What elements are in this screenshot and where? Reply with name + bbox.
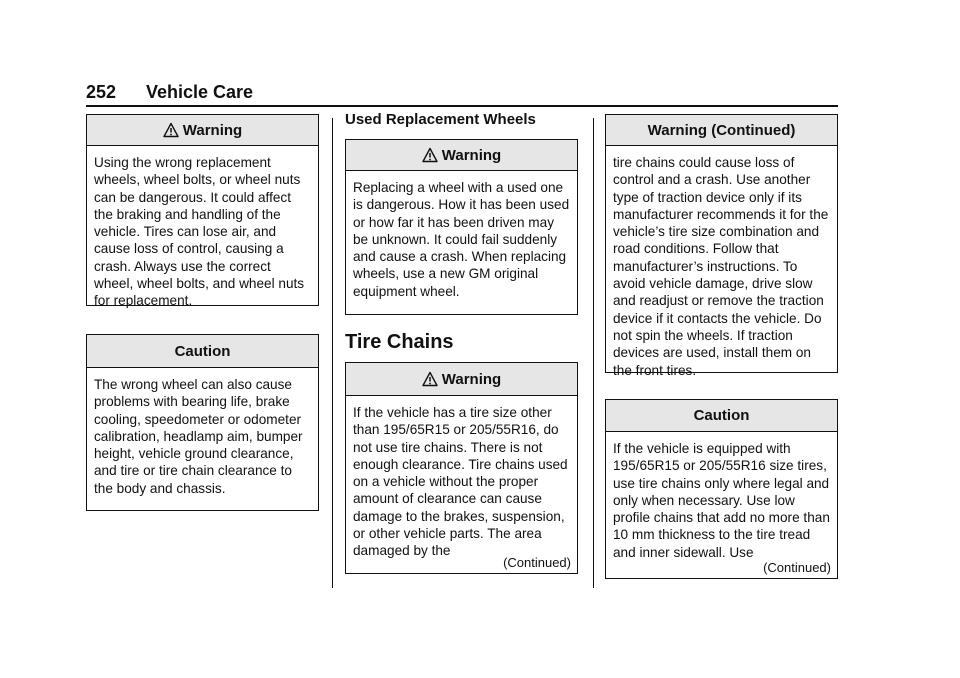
warning-title: Warning [182,121,243,139]
warning-box-used-wheels [345,139,578,315]
warning-title: Warning [441,370,502,388]
caution-box-title: Caution [87,335,318,368]
caution-text: The wrong wheel can also cause problems with bearing life, brake cooling, speedometer or odometer calibration, headlamp aim, bumper height, vehicle ground clearance, and tire or tire chain clearance to the body and chassis. [94,377,303,496]
page-header [86,82,838,106]
continued-label: (Continued) [763,560,831,575]
warning-text: Using the wrong replacement wheels, wheel bolts, or wheel nuts can be dangerous. It could affect the braking and handling of the vehicle. Tires can lose air, and cause loss of control, causing a crash. Always use the correct wheel, wheel bolts, and wheel nuts for replacement. [94,155,305,309]
heading-tire-chains: Tire Chains [345,331,454,353]
page-number: 252 [86,82,117,102]
section-title: Vehicle Care [146,82,254,102]
warning-continued-title: Warning (Continued) [606,115,837,146]
warning-icon [422,147,438,163]
warning-box-title [346,140,577,171]
warning-continued-text: tire chains could cause loss of control and a crash. Use another type of traction device only if its manufacturer recommends it for the vehicle’s tire size combination and road conditions. Follow that manufacturer’s instructions. To avoid vehicle damage, drive slow and readjust or remove the traction device if it contacts the vehicle. Do not spin the wheels. If traction devices are used, install them on the front tires. [613,155,829,378]
warning-box [86,114,319,309]
warning-title: Warning [441,146,502,164]
warning-text: Replacing a wheel with a used one is dangerous. How it has been used or how far it has been driven may be unknown. It could fail suddenly and cause a crash. When replacing wheels, use a new GM original equipment wheel. [353,180,570,299]
warning-icon [163,122,179,138]
column-divider [332,118,333,588]
caution-box [86,334,319,511]
caution-box-tire-chains [605,399,838,579]
warning-box-tire-chains [345,362,578,574]
caution-text: If the vehicle is equipped with 195/65R15 or 205/55R16 size tires, use tire chains only where legal and only when necessary. Use low profile chains that add no more than 10 mm thickness to the tire tread and inner sidewall. Use [613,441,830,560]
continued-label: (Continued) [503,555,571,570]
warning-box-title [87,115,318,146]
warning-text: If the vehicle has a tire size other than 195/65R15 or 205/55R16, do not use tire chains. There is not enough clearance. Tire chains used on a vehicle without the proper amount of clearance can cause damage to the brakes, suspension, or other vehicle parts. The area damaged by the [353,405,568,559]
warning-box-title [346,363,577,396]
column-divider [593,118,594,588]
subheading-used-wheels: Used Replacement Wheels [345,111,536,128]
warning-icon [422,371,438,387]
header-rule [86,105,838,107]
caution-box-title: Caution [606,400,837,432]
warning-continued-box [605,114,838,378]
